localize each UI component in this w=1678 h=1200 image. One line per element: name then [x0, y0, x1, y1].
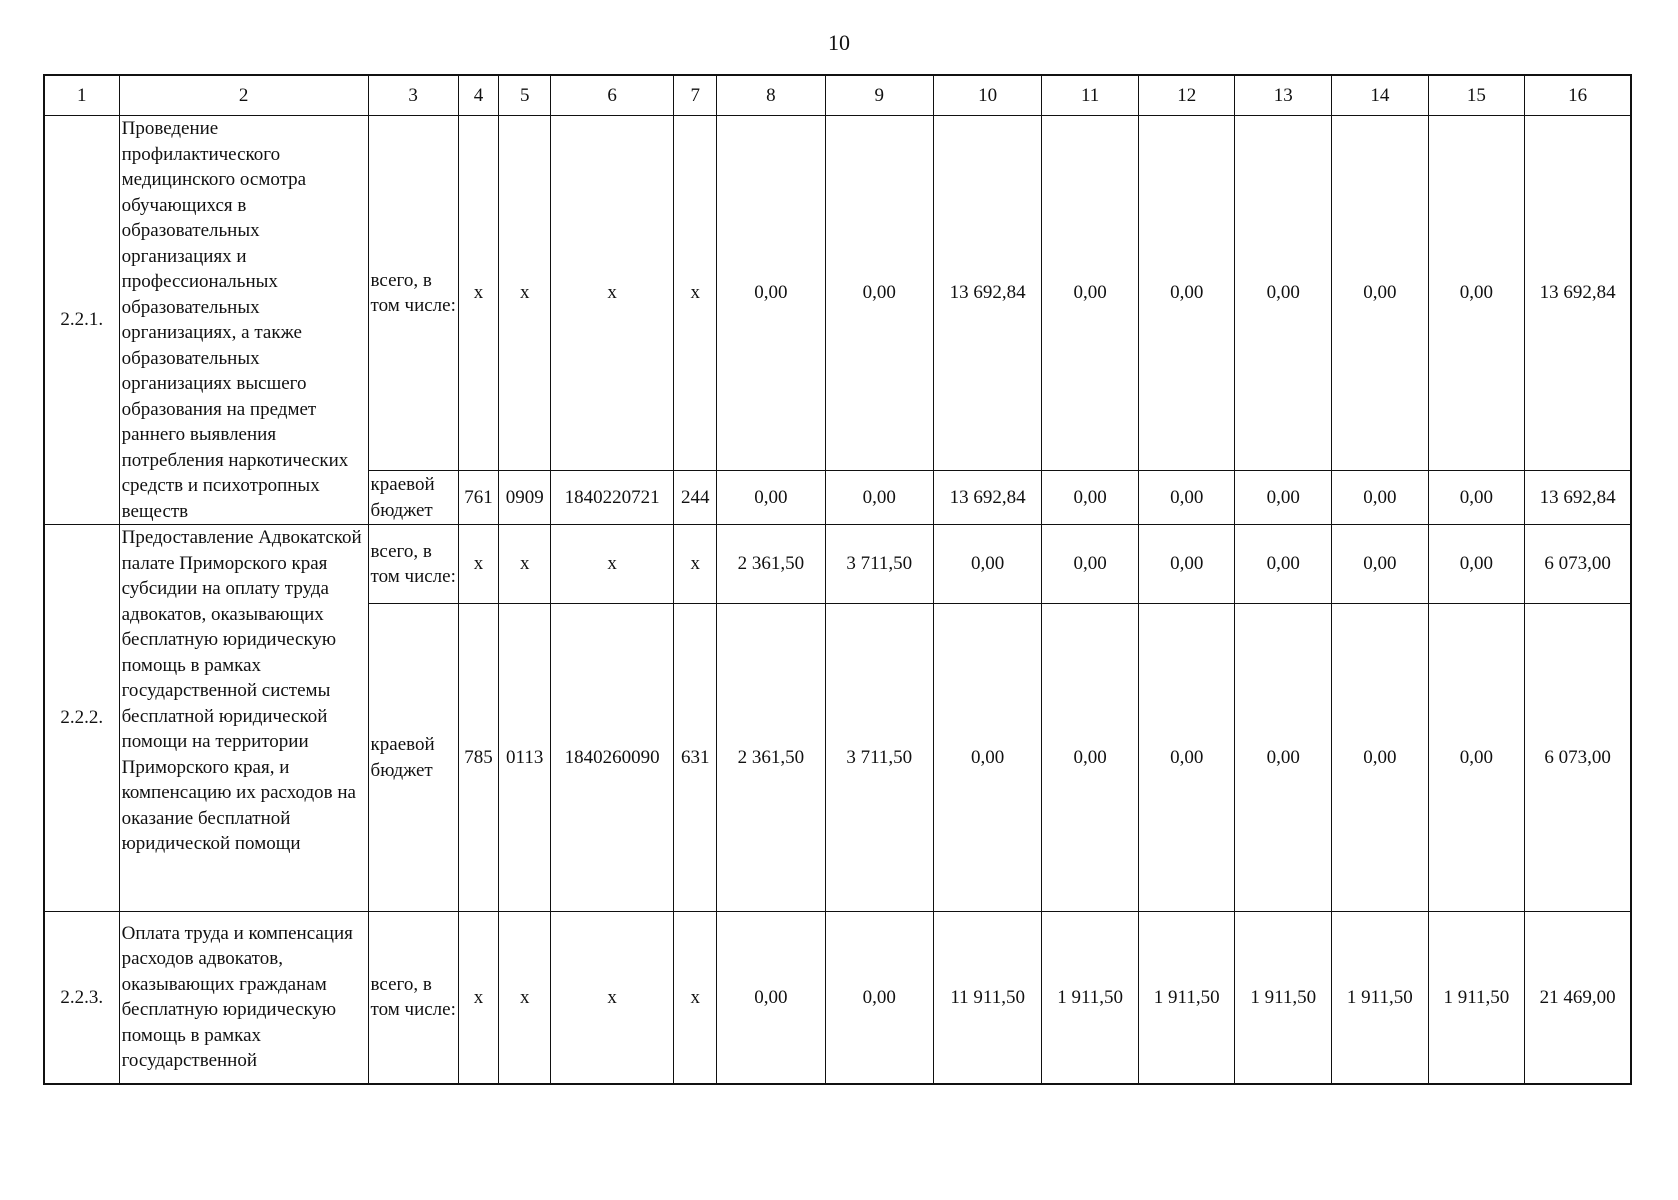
code-cell: х: [674, 525, 717, 604]
value-cell: 1 911,50: [1428, 912, 1525, 1084]
funding-source: краевой бюджет: [368, 471, 458, 525]
value-cell: 21 469,00: [1525, 912, 1631, 1084]
value-cell: 2 361,50: [717, 525, 825, 604]
value-cell: 0,00: [1428, 604, 1525, 912]
code-cell: х: [674, 912, 717, 1084]
value-cell: 0,00: [1428, 471, 1525, 525]
value-cell: 0,00: [1042, 604, 1139, 912]
column-number: 13: [1235, 75, 1332, 116]
column-number: 11: [1042, 75, 1139, 116]
value-cell: 3 711,50: [825, 604, 933, 912]
value-cell: 0,00: [1138, 525, 1235, 604]
value-cell: 0,00: [1042, 525, 1139, 604]
code-cell: х: [499, 525, 551, 604]
row-id: 2.2.1.: [44, 116, 119, 525]
column-number: 8: [717, 75, 825, 116]
column-number: 1: [44, 75, 119, 116]
value-cell: 3 711,50: [825, 525, 933, 604]
value-cell: 0,00: [717, 471, 825, 525]
value-cell: 0,00: [1332, 604, 1429, 912]
code-cell: 631: [674, 604, 717, 912]
row-description: Оплата труда и компенсация расходов адвокатов, оказывающих гражданам бесплатную юридическую помощь в рамках государственной: [119, 912, 368, 1084]
value-cell: 1 911,50: [1042, 912, 1139, 1084]
code-cell: х: [499, 116, 551, 471]
column-number: 3: [368, 75, 458, 116]
column-number: 14: [1332, 75, 1429, 116]
page-number: 10: [828, 30, 850, 55]
column-number: 2: [119, 75, 368, 116]
funding-source: всего, в том числе:: [368, 525, 458, 604]
code-cell: 1840260090: [550, 604, 673, 912]
value-cell: 0,00: [1138, 116, 1235, 471]
value-cell: 13 692,84: [1525, 471, 1631, 525]
code-cell: х: [674, 116, 717, 471]
code-cell: 1840220721: [550, 471, 673, 525]
funding-source: всего, в том числе:: [368, 116, 458, 471]
value-cell: 13 692,84: [933, 471, 1041, 525]
value-cell: 0,00: [1332, 116, 1429, 471]
value-cell: 0,00: [1332, 471, 1429, 525]
column-number: 5: [499, 75, 551, 116]
value-cell: 0,00: [1138, 471, 1235, 525]
value-cell: 0,00: [1428, 525, 1525, 604]
row-description: Предоставление Адвокатской палате Приморского края субсидии на оплату труда адвокатов, оказывающих бесплатную юридическую помощь в рамках государственной системы бесплатной юридической помощи на территории Приморского края, и компенсацию их расходов на оказание бесплатной юридической помощи: [119, 525, 368, 912]
value-cell: 0,00: [717, 912, 825, 1084]
column-number: 6: [550, 75, 673, 116]
value-cell: 1 911,50: [1332, 912, 1429, 1084]
table-row: [44, 525, 1631, 604]
value-cell: 0,00: [933, 604, 1041, 912]
code-cell: 785: [458, 604, 499, 912]
funding-source: всего, в том числе:: [368, 912, 458, 1084]
value-cell: 2 361,50: [717, 604, 825, 912]
value-cell: 11 911,50: [933, 912, 1041, 1084]
code-cell: х: [458, 525, 499, 604]
column-number: 9: [825, 75, 933, 116]
column-number: 10: [933, 75, 1041, 116]
table-row: [44, 912, 1631, 1084]
code-cell: х: [550, 525, 673, 604]
code-cell: 761: [458, 471, 499, 525]
value-cell: 0,00: [825, 912, 933, 1084]
code-cell: х: [458, 912, 499, 1084]
code-cell: х: [499, 912, 551, 1084]
value-cell: 0,00: [1235, 525, 1332, 604]
code-cell: 244: [674, 471, 717, 525]
value-cell: 0,00: [1332, 525, 1429, 604]
row-id: 2.2.3.: [44, 912, 119, 1084]
row-id: 2.2.2.: [44, 525, 119, 912]
value-cell: 6 073,00: [1525, 525, 1631, 604]
value-cell: 0,00: [1042, 116, 1139, 471]
value-cell: 0,00: [825, 471, 933, 525]
value-cell: 0,00: [1235, 116, 1332, 471]
funding-source: краевой бюджет: [368, 604, 458, 912]
code-cell: х: [550, 912, 673, 1084]
value-cell: 1 911,50: [1138, 912, 1235, 1084]
column-number: 7: [674, 75, 717, 116]
table-row: [44, 116, 1631, 471]
row-description: Проведение профилактического медицинского осмотра обучающихся в образовательных организациях и профессиональных образовательных организациях, а также образовательных организациях высшего образования на предмет раннего выявления потребления наркотических средств и психотропных веществ: [119, 116, 368, 525]
value-cell: 13 692,84: [1525, 116, 1631, 471]
value-cell: 1 911,50: [1235, 912, 1332, 1084]
value-cell: 0,00: [1235, 604, 1332, 912]
budget-table: [43, 74, 1632, 1085]
value-cell: 0,00: [717, 116, 825, 471]
value-cell: 0,00: [933, 525, 1041, 604]
value-cell: 0,00: [1042, 471, 1139, 525]
column-number: 12: [1138, 75, 1235, 116]
value-cell: 0,00: [1235, 471, 1332, 525]
code-cell: х: [550, 116, 673, 471]
column-number: 16: [1525, 75, 1631, 116]
code-cell: 0113: [499, 604, 551, 912]
code-cell: х: [458, 116, 499, 471]
value-cell: 0,00: [1428, 116, 1525, 471]
column-number: 15: [1428, 75, 1525, 116]
value-cell: 0,00: [1138, 604, 1235, 912]
code-cell: 0909: [499, 471, 551, 525]
value-cell: 13 692,84: [933, 116, 1041, 471]
value-cell: 6 073,00: [1525, 604, 1631, 912]
value-cell: 0,00: [825, 116, 933, 471]
header-row: [44, 75, 1631, 116]
column-number: 4: [458, 75, 499, 116]
